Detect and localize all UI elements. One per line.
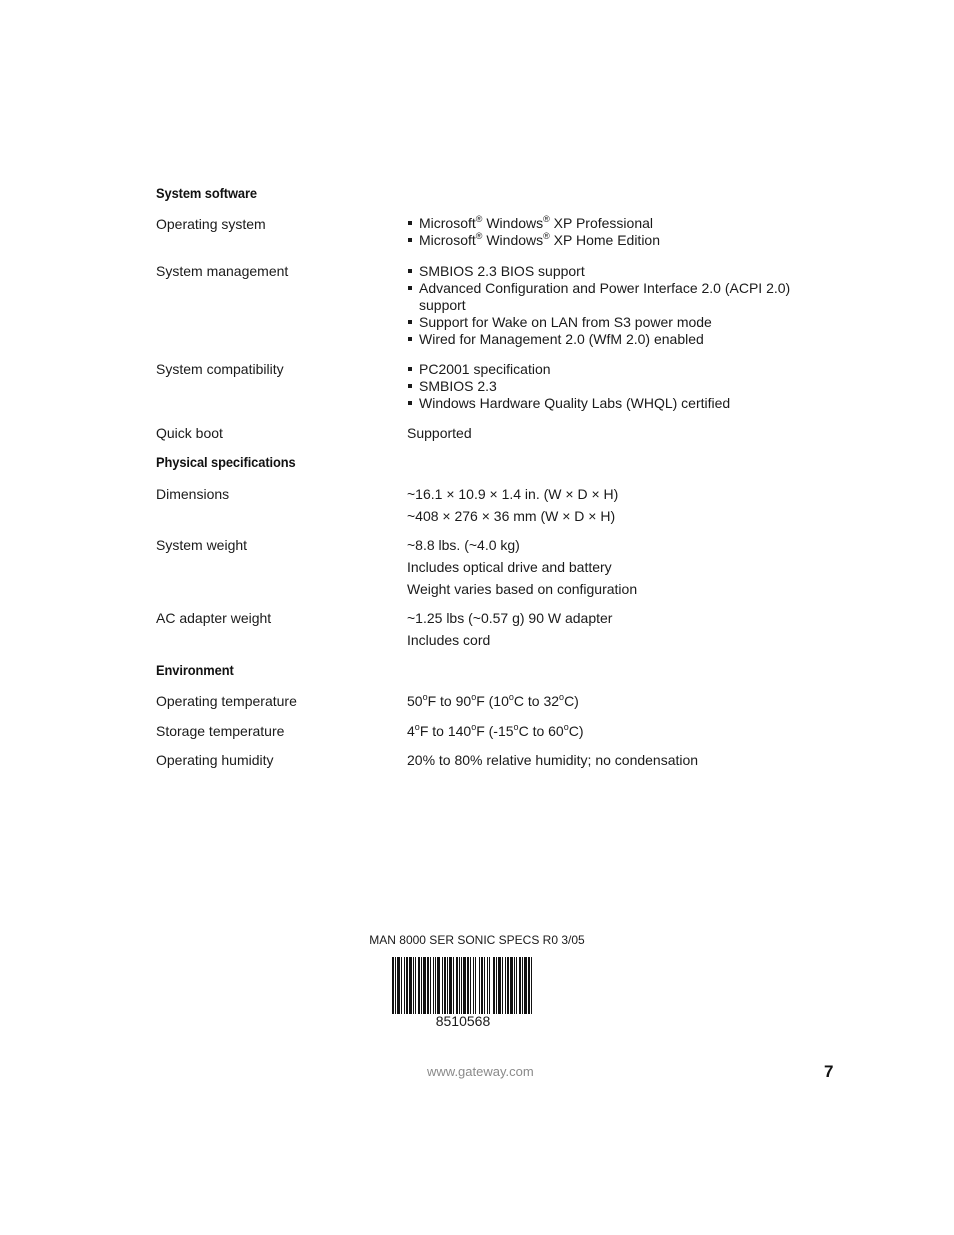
barcode-bar (528, 957, 530, 1014)
barcode-bar (522, 957, 523, 1014)
list-item: Windows Hardware Quality Labs (WHQL) certified (407, 395, 827, 412)
heading-physical-specifications: Physical specifications (156, 454, 296, 470)
label-operating-system: Operating system (156, 216, 266, 232)
barcode-bar (435, 957, 436, 1014)
barcode-bar (453, 957, 454, 1014)
barcode-bar (487, 957, 488, 1014)
barcode-bar (496, 957, 497, 1014)
value-line: ~1.25 lbs (~0.57 g) 90 W adapter (407, 610, 613, 626)
value-line: Includes optical drive and battery (407, 559, 612, 575)
list-item: Wired for Management 2.0 (WfM 2.0) enabled (407, 331, 797, 348)
page-number: 7 (824, 1062, 834, 1081)
label-operating-temperature: Operating temperature (156, 693, 297, 709)
barcode-bar (463, 957, 466, 1014)
list-item: Support for Wake on LAN from S3 power mode (407, 314, 797, 331)
list-item: Microsoft® Windows® XP Home Edition (407, 232, 827, 249)
label-dimensions: Dimensions (156, 486, 230, 502)
value-line: ~408 × 276 × 36 mm (W × D × H) (407, 508, 616, 524)
value-quick-boot: Supported (407, 425, 472, 441)
barcode-image (392, 957, 534, 1014)
barcode-bar (505, 957, 506, 1014)
label-system-management: System management (156, 263, 289, 279)
website-link[interactable]: www.gateway.com (427, 1064, 534, 1079)
system-management-list (407, 263, 797, 348)
barcode-bar (493, 957, 495, 1014)
barcode-bar (519, 957, 521, 1014)
barcode-bar (502, 957, 503, 1014)
barcode-bar (489, 957, 490, 1014)
barcode-bar (447, 957, 448, 1014)
barcode-bar (531, 957, 532, 1014)
list-item: PC2001 specification (407, 361, 827, 378)
value-line: ~8.8 lbs. (~4.0 kg) (407, 537, 520, 553)
barcode-bar (510, 957, 513, 1014)
value-line: Includes cord (407, 632, 491, 648)
barcode-bar (449, 957, 452, 1014)
barcode-bar (395, 957, 396, 1014)
barcode-bar (524, 957, 527, 1014)
barcode-bar (467, 957, 469, 1014)
label-storage-temperature: Storage temperature (156, 723, 285, 739)
value-system-weight (407, 537, 827, 603)
barcode-bar (418, 957, 420, 1014)
list-item: SMBIOS 2.3 BIOS support (407, 263, 797, 280)
barcode-bar (444, 957, 446, 1014)
barcode-bar (484, 957, 485, 1014)
list-item: SMBIOS 2.3 (407, 378, 827, 395)
value-line: Weight varies based on configuration (407, 581, 638, 597)
barcode-bar (479, 957, 480, 1014)
barcode-bar (475, 957, 476, 1014)
barcode-bar (392, 957, 394, 1014)
barcode-bar (404, 957, 405, 1014)
barcode-bar (437, 957, 440, 1014)
heading-environment: Environment (156, 662, 234, 678)
barcode-bar (459, 957, 460, 1014)
barcode-bar (507, 957, 509, 1014)
value-operating-humidity: 20% to 80% relative humidity; no condensation (407, 752, 699, 768)
barcode-bar (442, 957, 443, 1014)
barcode-bar (456, 957, 458, 1014)
part-code: MAN 8000 SER SONIC SPECS R0 3/05 (369, 933, 585, 947)
barcode-bar (421, 957, 422, 1014)
operating-system-list (407, 215, 827, 249)
label-ac-adapter-weight: AC adapter weight (156, 610, 272, 626)
barcode-bar (413, 957, 414, 1014)
barcode-bar (427, 957, 429, 1014)
label-system-compatibility: System compatibility (156, 361, 284, 377)
list-item: Microsoft® Windows® XP Professional (407, 215, 827, 232)
barcode-bar (433, 957, 434, 1014)
barcode-bar (401, 957, 402, 1014)
value-storage-temperature: 4$^o$F to 140$^o$F (-15$^o$C to 60$^o$C) (407, 722, 584, 739)
barcode-bar (516, 957, 517, 1014)
barcode-bar (409, 957, 412, 1014)
barcode-bar (473, 957, 474, 1014)
barcode-bar (470, 957, 471, 1014)
value-line: ~16.1 × 10.9 × 1.4 in. (W × D × H) (407, 486, 619, 502)
barcode-bar (461, 957, 462, 1014)
barcode-bar (481, 957, 483, 1014)
label-quick-boot: Quick boot (156, 425, 223, 441)
list-item: Advanced Configuration and Power Interface 2.0 (ACPI 2.0) support (407, 280, 797, 314)
label-operating-humidity: Operating humidity (156, 752, 274, 768)
system-compatibility-list (407, 361, 827, 412)
barcode-bar (430, 957, 431, 1014)
heading-system-software: System software (156, 185, 257, 201)
barcode-bar (514, 957, 515, 1014)
barcode-bar (397, 957, 400, 1014)
barcode-number: 8510568 (435, 1013, 491, 1029)
barcode-bar (423, 957, 426, 1014)
barcode-bar (406, 957, 408, 1014)
value-dimensions (407, 486, 827, 530)
label-system-weight: System weight (156, 537, 248, 553)
value-operating-temperature: 50$^o$F to 90$^o$F (10$^o$C to 32$^o$C) (407, 692, 579, 709)
value-ac-adapter-weight (407, 610, 827, 654)
barcode-bar (498, 957, 501, 1014)
barcode-bar (415, 957, 416, 1014)
